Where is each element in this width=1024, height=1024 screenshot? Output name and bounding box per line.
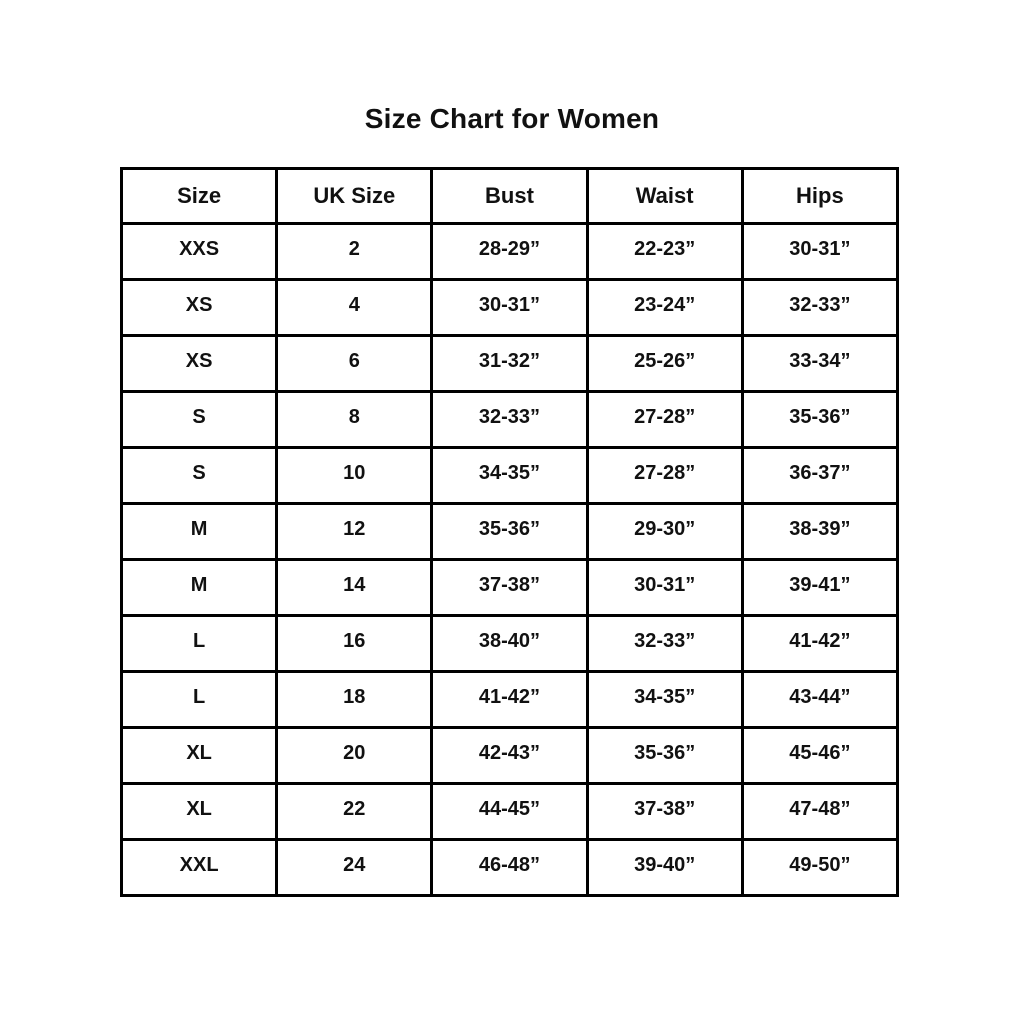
cell-size: L xyxy=(122,672,277,728)
cell-hips: 49-50” xyxy=(742,840,897,896)
cell-uk-size: 24 xyxy=(277,840,432,896)
table-row xyxy=(122,504,898,560)
cell-size: M xyxy=(122,560,277,616)
table-body xyxy=(122,224,898,896)
cell-hips: 43-44” xyxy=(742,672,897,728)
cell-size: XL xyxy=(122,728,277,784)
cell-waist: 35-36” xyxy=(587,728,742,784)
cell-bust: 34-35” xyxy=(432,448,587,504)
column-header-bust: Bust xyxy=(432,169,587,224)
cell-uk-size: 12 xyxy=(277,504,432,560)
size-chart-container xyxy=(120,167,899,897)
cell-hips: 30-31” xyxy=(742,224,897,280)
cell-waist: 39-40” xyxy=(587,840,742,896)
page-title: Size Chart for Women xyxy=(364,103,660,134)
cell-bust: 28-29” xyxy=(432,224,587,280)
column-header-hips: Hips xyxy=(742,169,897,224)
cell-bust: 31-32” xyxy=(432,336,587,392)
cell-uk-size: 20 xyxy=(277,728,432,784)
column-header-waist: Waist xyxy=(587,169,742,224)
table-row xyxy=(122,336,898,392)
cell-bust: 44-45” xyxy=(432,784,587,840)
cell-size: XL xyxy=(122,784,277,840)
cell-hips: 47-48” xyxy=(742,784,897,840)
cell-size: S xyxy=(122,448,277,504)
cell-uk-size: 2 xyxy=(277,224,432,280)
table-row xyxy=(122,280,898,336)
cell-hips: 33-34” xyxy=(742,336,897,392)
table-row xyxy=(122,392,898,448)
cell-bust: 37-38” xyxy=(432,560,587,616)
cell-uk-size: 6 xyxy=(277,336,432,392)
cell-uk-size: 18 xyxy=(277,672,432,728)
cell-uk-size: 22 xyxy=(277,784,432,840)
column-header-uk-size: UK Size xyxy=(277,169,432,224)
cell-hips: 32-33” xyxy=(742,280,897,336)
table-row xyxy=(122,448,898,504)
cell-size: S xyxy=(122,392,277,448)
header-row xyxy=(122,169,898,224)
cell-hips: 38-39” xyxy=(742,504,897,560)
cell-hips: 45-46” xyxy=(742,728,897,784)
cell-waist: 32-33” xyxy=(587,616,742,672)
size-chart-table xyxy=(120,167,899,897)
cell-waist: 34-35” xyxy=(587,672,742,728)
cell-bust: 30-31” xyxy=(432,280,587,336)
cell-waist: 27-28” xyxy=(587,392,742,448)
cell-size: XXL xyxy=(122,840,277,896)
cell-waist: 25-26” xyxy=(587,336,742,392)
cell-hips: 36-37” xyxy=(742,448,897,504)
cell-waist: 30-31” xyxy=(587,560,742,616)
table-row xyxy=(122,560,898,616)
table-header xyxy=(122,169,898,224)
table-row xyxy=(122,728,898,784)
table-row xyxy=(122,224,898,280)
cell-waist: 27-28” xyxy=(587,448,742,504)
table-row xyxy=(122,672,898,728)
cell-bust: 42-43” xyxy=(432,728,587,784)
cell-waist: 29-30” xyxy=(587,504,742,560)
cell-hips: 41-42” xyxy=(742,616,897,672)
cell-bust: 32-33” xyxy=(432,392,587,448)
table-row xyxy=(122,784,898,840)
cell-bust: 35-36” xyxy=(432,504,587,560)
cell-size: XXS xyxy=(122,224,277,280)
cell-size: M xyxy=(122,504,277,560)
cell-uk-size: 8 xyxy=(277,392,432,448)
cell-bust: 38-40” xyxy=(432,616,587,672)
cell-bust: 46-48” xyxy=(432,840,587,896)
cell-size: XS xyxy=(122,336,277,392)
cell-hips: 39-41” xyxy=(742,560,897,616)
cell-size: XS xyxy=(122,280,277,336)
table-row xyxy=(122,840,898,896)
cell-waist: 23-24” xyxy=(587,280,742,336)
cell-hips: 35-36” xyxy=(742,392,897,448)
cell-bust: 41-42” xyxy=(432,672,587,728)
cell-uk-size: 16 xyxy=(277,616,432,672)
cell-size: L xyxy=(122,616,277,672)
cell-uk-size: 10 xyxy=(277,448,432,504)
cell-uk-size: 14 xyxy=(277,560,432,616)
cell-uk-size: 4 xyxy=(277,280,432,336)
cell-waist: 37-38” xyxy=(587,784,742,840)
table-row xyxy=(122,616,898,672)
column-header-size: Size xyxy=(122,169,277,224)
cell-waist: 22-23” xyxy=(587,224,742,280)
